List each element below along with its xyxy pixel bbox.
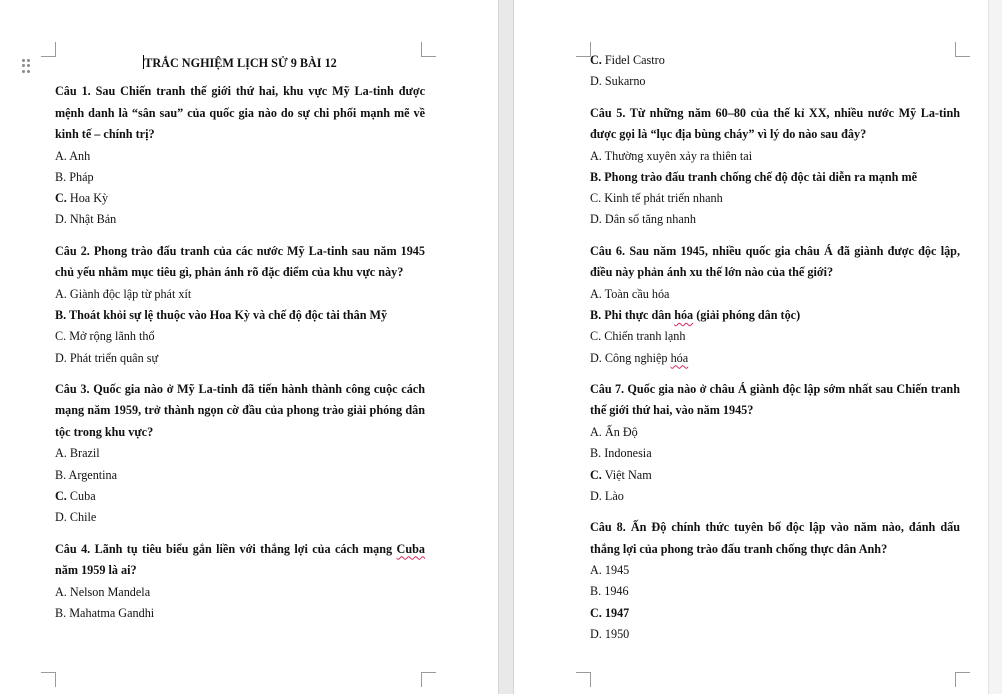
- option-a: A. Nelson Mandela: [55, 584, 151, 599]
- option-c: [55, 188, 425, 209]
- question-text: Câu 7. Quốc gia nào ở châu Á giành độc lập sớm nhất sau Chiến tranh thế giới thứ hai, vào năm 1945?: [590, 381, 960, 418]
- option-b-correct: B. Phong trào đấu tranh chống chế độ độc tài diễn ra mạnh mẽ: [590, 169, 918, 184]
- question-5[interactable]: [590, 103, 960, 231]
- spellcheck-flagged-word[interactable]: Cuba: [396, 541, 425, 556]
- question-text: Câu 5. Từ những năm 60–80 của thế kỉ XX, nhiều nước Mỹ La-tinh được gọi là “lục địa bùng cháy” vì lý do nào sau đây?: [590, 105, 960, 142]
- option-c: C. Kinh tế phát triển nhanh: [590, 191, 723, 206]
- option-a: A. Ấn Độ: [590, 424, 638, 439]
- question-6[interactable]: [590, 241, 960, 369]
- move-handle-icon[interactable]: [22, 59, 30, 73]
- question-3[interactable]: [55, 379, 425, 529]
- option-text-part: B. Phi thực dân: [590, 308, 675, 323]
- question-8[interactable]: [590, 517, 960, 645]
- option-d: [590, 348, 960, 369]
- option-a: A. Brazil: [55, 446, 100, 461]
- vertical-scrollbar[interactable]: [988, 0, 1002, 694]
- document-title-text: TRẮC NGHIỆM LỊCH SỬ 9 BÀI 12: [144, 56, 337, 70]
- option-d: D. Phát triển quân sự: [55, 350, 159, 365]
- margin-corner-mark: [576, 42, 591, 57]
- page-left-content[interactable]: [55, 55, 425, 634]
- question-text: Câu 2. Phong trào đấu tranh của các nước Mỹ La-tinh sau năm 1945 chủ yếu nhằm mục tiêu gì, phản ánh rõ đặc điểm của khu vực này?: [55, 243, 425, 280]
- option-c: [590, 50, 960, 71]
- question-text: [55, 539, 425, 582]
- margin-corner-mark: [955, 672, 970, 687]
- margin-corner-mark: [421, 672, 436, 687]
- option-letter: C.: [55, 191, 67, 206]
- option-d: D. 1950: [590, 627, 630, 642]
- margin-corner-mark: [41, 672, 56, 687]
- question-4-continued[interactable]: [590, 50, 960, 93]
- question-text: Câu 6. Sau năm 1945, nhiều quốc gia châu Á đã giành được độc lập, điều này phản ánh xu thế lớn nào của thế giới?: [590, 243, 960, 280]
- option-c: [55, 486, 425, 507]
- option-text: Cuba: [69, 488, 96, 503]
- question-text: Câu 3. Quốc gia nào ở Mỹ La-tinh đã tiến hành thành công cuộc cách mạng năm 1959, trở thành ngọn cờ đầu của phong trào giải phóng dân tộc trong khu vực?: [55, 381, 425, 439]
- option-c: C. Mở rộng lãnh thổ: [55, 329, 155, 344]
- option-a: A. 1945: [590, 563, 630, 578]
- margin-corner-mark: [41, 42, 56, 57]
- option-b: B. Argentina: [55, 467, 118, 482]
- option-d: D. Dân số tăng nhanh: [590, 212, 696, 227]
- option-letter: C.: [590, 53, 602, 67]
- question-text-part: năm 1959 là ai?: [55, 563, 137, 578]
- option-b: B. Mahatma Gandhi: [55, 605, 155, 620]
- option-text-part: D. Công nghiệp: [590, 350, 671, 365]
- option-c: [590, 465, 960, 486]
- document-title[interactable]: [55, 55, 425, 71]
- option-d: D. Nhật Bản: [55, 212, 117, 227]
- spellcheck-flagged-word[interactable]: hóa: [674, 308, 694, 323]
- question-7[interactable]: [590, 379, 960, 507]
- option-d: D. Lào: [590, 488, 624, 503]
- option-c: C. Chiến tranh lạnh: [590, 329, 686, 344]
- margin-corner-mark: [576, 672, 591, 687]
- option-text: Fidel Castro: [604, 53, 665, 67]
- option-text: Việt Nam: [604, 467, 652, 482]
- option-a: A. Giành độc lập từ phát xít: [55, 286, 192, 301]
- option-b-correct: [590, 305, 960, 326]
- option-c-correct: C. 1947: [590, 605, 630, 620]
- question-text-part: Câu 4. Lãnh tụ tiêu biểu gắn liền với thắng lợi của cách mạng: [55, 541, 397, 556]
- page-right-content[interactable]: [590, 55, 960, 655]
- page-gap: [498, 0, 514, 694]
- option-d: D. Chile: [55, 510, 97, 525]
- question-text: Câu 8. Ấn Độ chính thức tuyên bố độc lập vào năm nào, đánh dấu thắng lợi của phong trào đấu tranh chống thực dân Anh?: [590, 520, 960, 556]
- option-text: Hoa Kỳ: [69, 191, 109, 206]
- option-d: D. Sukarno: [590, 74, 646, 89]
- option-a: A. Thường xuyên xảy ra thiên tai: [590, 148, 753, 163]
- question-4[interactable]: [55, 539, 425, 625]
- option-a: A. Anh: [55, 148, 91, 163]
- question-1[interactable]: [55, 81, 425, 231]
- spellcheck-flagged-word[interactable]: hóa: [670, 350, 689, 365]
- option-b: B. 1946: [590, 584, 629, 599]
- question-text: Câu 1. Sau Chiến tranh thế giới thứ hai, khu vực Mỹ La-tinh được mệnh danh là “sân sau” của quốc gia nào do sự chi phối mạnh mẽ về kinh tế – chính trị?: [55, 84, 425, 141]
- option-a: A. Toàn cầu hóa: [590, 286, 670, 301]
- option-b: B. Indonesia: [590, 446, 652, 461]
- option-letter: C.: [55, 488, 67, 503]
- option-text-part: (giải phóng dân tộc): [693, 308, 801, 323]
- option-b: B. Pháp: [55, 169, 94, 184]
- option-letter: C.: [590, 467, 602, 482]
- question-2[interactable]: [55, 241, 425, 369]
- option-b-correct: B. Thoát khỏi sự lệ thuộc vào Hoa Kỳ và chế độ độc tài thân Mỹ: [55, 307, 388, 322]
